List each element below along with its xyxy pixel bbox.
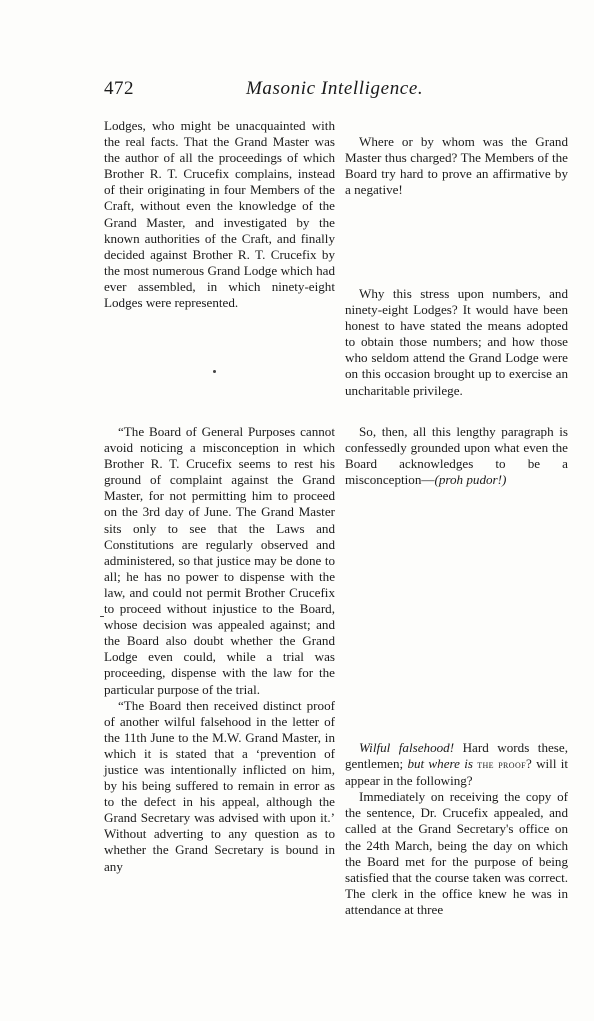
running-head: Masonic Intelligence. <box>246 78 424 99</box>
right-paragraph-5: Immediately on receiving the copy of the sentence, Dr. Crucefix appealed, and called at the Grand Secretary's office on the 24th March, being the day on which the Board met for the purpose of being satisfied that the course taken was correct. The clerk in the office knew he was in attendance at three <box>345 789 568 917</box>
right-paragraph-3-italic: (proh pudor!) <box>434 472 507 488</box>
right-column-lower <box>345 740 568 918</box>
right-paragraph-4-italic-a: Wilful falsehood! <box>359 740 455 755</box>
right-column-top <box>345 134 568 198</box>
right-paragraph-3 <box>345 424 568 488</box>
page-number: 472 <box>104 78 134 99</box>
right-paragraph-4 <box>345 740 568 789</box>
ornament-dot <box>213 370 216 373</box>
left-paragraph-3: “The Board then received distinct proof of another wilful falsehood in the letter of the 11th June to the M.W. Grand Master, in which it is stated that a ‘prevention of justice was intentionally inflicted on him, by his being suffered to remain in error as to the defect in his appeal, although the Grand Secretary was advised with upon it.’ Without adverting to any question as to whether the Grand Secretary is bound in any <box>104 697 335 874</box>
right-paragraph-4-text-a: Hard words these, gentlemen; <box>345 740 568 772</box>
left-paragraph-1: Lodges, who might be unacquainted with the real facts. That the Grand Master was the author of all the proceedings of which Brother R. T. Crucefix complains, instead of their originating in four Members of the Craft, without even the knowledge of the Grand Master, and investigated by the known authorities of the Craft, and finally decided against Brother R. T. Crucefix by the most numerous Grand Lodge which had ever assembled, in which ninety-eight Lodges were represented. <box>104 118 335 311</box>
right-paragraph-3-text: So, then, all this lengthy paragraph is confessedly grounded upon what even the Board acknowledges to be a misconception— <box>345 424 568 488</box>
right-column-middle <box>345 424 568 488</box>
margin-dash <box>100 616 104 617</box>
right-paragraph-1: Where or by whom was the Grand Master thus charged? The Members of the Board try hard to prove an affirmative by a negative! <box>345 134 568 198</box>
right-paragraph-2: Why this stress upon numbers, and ninety-eight Lodges? It would have been honest to have stated the means adopted to obtain those numbers; and how those who seldom attend the Grand Lodge were on this occasion brought up to exercise an uncharitable privilege. <box>345 286 568 398</box>
right-paragraph-4-italic-b: but where is <box>407 756 473 772</box>
left-paragraph-2: “The Board of General Purposes cannot avoid noticing a misconception in which Brother R. T. Crucefix seems to rest his ground of complaint against the Grand Master, for not permitting him to proceed on the 3rd day of June. The Grand Master sits only to see that the Laws and Constitutions are regularly observed and administered, so that justice may be done to all; he has no power to dispense with the law, and could not permit Brother Crucefix to proceed without injustice to the Board, whose decision was appealed against; and the Board also doubt whether the Grand Lodge even could, while a trial was proceeding, dispense with the law for the particular purpose of the trial. <box>104 424 335 697</box>
right-paragraph-4-smallcaps: the proof <box>477 759 527 772</box>
right-paragraph-4-text-b: ? will it appear in the following? <box>345 756 568 789</box>
right-column-upper <box>345 286 568 399</box>
left-column-middle <box>104 424 335 875</box>
left-column <box>104 118 335 311</box>
